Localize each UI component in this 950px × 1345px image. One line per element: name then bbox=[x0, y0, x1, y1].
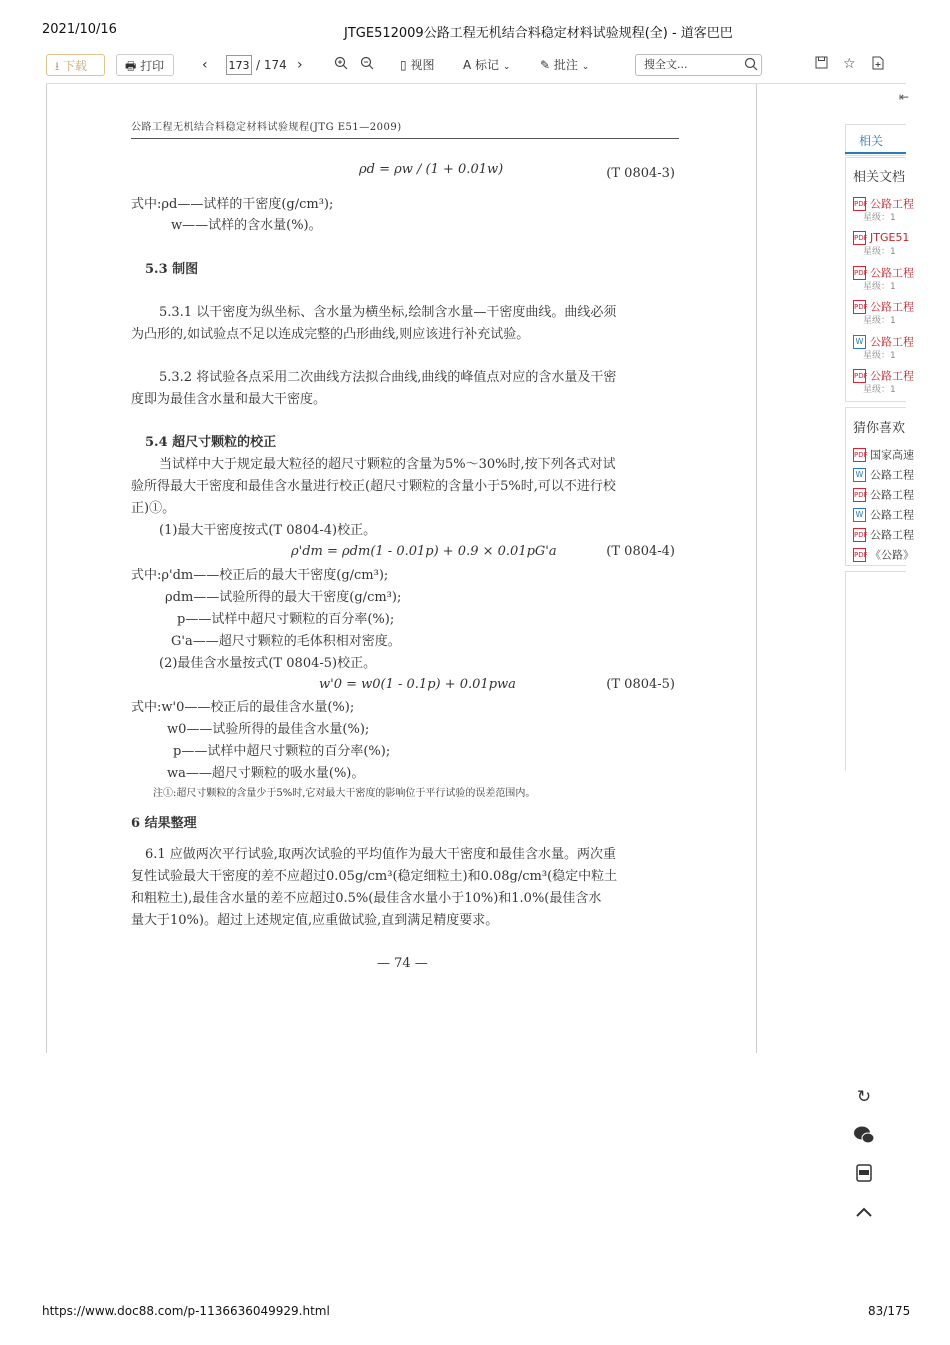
definition-line: p——试样中超尺寸颗粒的百分率(%); bbox=[173, 744, 391, 759]
save-icon[interactable] bbox=[815, 56, 828, 69]
definition-line: 式中:ρd——试样的干密度(g/cm³); bbox=[131, 197, 334, 212]
print-button[interactable] bbox=[116, 54, 174, 76]
page-total: / 174 bbox=[256, 58, 287, 72]
recommendations bbox=[845, 407, 914, 566]
print-title: JTGE512009公路工程无机结合料稳定材料试验规程(全) - 道客巴巴 bbox=[344, 26, 733, 41]
formula-number: (T 0804-3) bbox=[606, 166, 675, 181]
doc-title: 公路工程 bbox=[870, 528, 914, 542]
doc-title: 公路工程 bbox=[870, 197, 914, 211]
doc-title: 《公路》 bbox=[870, 548, 914, 562]
definition-line: w——试样的含水量(%)。 bbox=[171, 218, 322, 233]
tab-related[interactable]: 相关 bbox=[845, 124, 906, 154]
print-date: 2021/10/16 bbox=[42, 22, 117, 37]
zoom-out-icon[interactable] bbox=[360, 56, 374, 70]
paragraph-line: 正)①。 bbox=[131, 501, 176, 516]
paragraph-line: (2)最佳含水量按式(T 0804-5)校正。 bbox=[159, 656, 377, 671]
doc-title: 公路工程 bbox=[870, 300, 914, 314]
highlighter-icon: A bbox=[463, 58, 472, 72]
doc-rating: 星级：1 bbox=[863, 213, 896, 223]
doc-rating: 星级：1 bbox=[863, 316, 896, 326]
formula-number: (T 0804-4) bbox=[606, 544, 675, 559]
running-head-rule bbox=[131, 138, 679, 139]
sidebar-tabs bbox=[845, 124, 906, 156]
annotate-label: 批注 bbox=[553, 58, 578, 72]
paragraph-line: 5.3.1 以干密度为纵坐标、含水量为横坐标,绘制含水量—干密度曲线。曲线必须 bbox=[159, 305, 617, 320]
definition-line: wa——超尺寸颗粒的吸水量(%)。 bbox=[167, 766, 365, 781]
viewer-toolbar bbox=[46, 50, 906, 80]
footnote: 注①:超尺寸颗粒的含量少于5%时,它对最大干密度的影响位于平行试验的误差范围内。 bbox=[153, 788, 536, 799]
print-url: https://www.doc88.com/p-1136636049929.html bbox=[42, 1304, 330, 1318]
view-label: 视图 bbox=[410, 58, 435, 72]
paragraph-line: 为凸形的,如试验点不足以连成完整的凸形曲线,则应该进行补充试验。 bbox=[131, 327, 530, 342]
download-icon: ⭳ bbox=[55, 59, 60, 73]
paragraph-line: 5.3.2 将试验各点采用二次曲线方法拟合曲线,曲线的峰值点对应的含水量及干密 bbox=[159, 370, 617, 385]
add-file-icon[interactable] bbox=[872, 56, 884, 70]
doc-rating: 星级：1 bbox=[863, 247, 896, 257]
doc-title: 公路工程 bbox=[870, 369, 914, 383]
paragraph-line: 度即为最佳含水量和最大干密度。 bbox=[131, 392, 327, 407]
recommend-item[interactable] bbox=[853, 504, 914, 523]
related-docs bbox=[845, 157, 914, 402]
search-input[interactable]: 搜全文... bbox=[635, 54, 762, 76]
doc-rating: 星级：1 bbox=[863, 351, 896, 361]
running-head: 公路工程无机结合料稳定材料试验规程(JTG E51—2009) bbox=[131, 122, 402, 133]
pencil-icon: ✎ bbox=[540, 58, 551, 72]
paragraph-line: 当试样中大于规定最大粒径的超尺寸颗粒的含量为5%～30%时,按下列各式对试 bbox=[159, 457, 616, 472]
download-button[interactable] bbox=[46, 54, 105, 76]
definition-line: 式中:w'0——校正后的最佳含水量(%); bbox=[131, 700, 355, 715]
pdf-icon: PDF bbox=[853, 548, 866, 562]
definition-line: w0——试验所得的最佳含水量(%); bbox=[167, 722, 370, 737]
recommend-item[interactable] bbox=[853, 484, 914, 503]
word-icon: W bbox=[853, 335, 866, 349]
doc-title: 公路工程 bbox=[870, 266, 914, 280]
recommend-item[interactable] bbox=[853, 444, 914, 463]
sidebar-toggle-icon[interactable]: ⇤ bbox=[899, 90, 910, 104]
annotate-menu[interactable] bbox=[540, 56, 589, 76]
paragraph-line: 复性试验最大干密度的差不应超过0.05g/cm³(稳定细粒土)和0.08g/cm³(稳定中粒土 bbox=[131, 869, 618, 884]
definition-line: G'a——超尺寸颗粒的毛体积相对密度。 bbox=[171, 634, 401, 649]
doc-title: 公路工程 bbox=[870, 335, 914, 349]
pdf-icon: PDF bbox=[853, 266, 866, 280]
doc-title: 国家高速 bbox=[870, 448, 914, 462]
page-number-input[interactable]: 173 bbox=[226, 55, 252, 75]
chevron-down-icon: ⌄ bbox=[581, 62, 590, 72]
recommend-item[interactable] bbox=[853, 464, 914, 483]
paragraph-line: (1)最大干密度按式(T 0804-4)校正。 bbox=[159, 523, 377, 538]
paragraph-line: 和粗粒土),最佳含水量的差不应超过0.5%(最佳含水量小于10%)和1.0%(最佳含水 bbox=[131, 891, 602, 906]
paragraph-line: 6.1 应做两次平行试验,取两次试验的平均值作为最大干密度和最佳含水量。两次重 bbox=[145, 847, 616, 862]
zoom-in-icon[interactable] bbox=[334, 56, 348, 70]
recommend-item[interactable] bbox=[853, 524, 914, 543]
definition-line: p——试样中超尺寸颗粒的百分率(%); bbox=[177, 612, 395, 627]
back-to-top-icon[interactable] bbox=[852, 1200, 876, 1224]
print-page-count: 83/175 bbox=[868, 1304, 911, 1318]
download-label: 下载 bbox=[63, 59, 88, 73]
pdf-icon: PDF bbox=[853, 231, 866, 245]
doc-title: 公路工程 bbox=[870, 488, 914, 502]
search-icon[interactable] bbox=[744, 57, 758, 71]
view-menu[interactable] bbox=[400, 56, 434, 74]
wechat-icon[interactable] bbox=[852, 1123, 876, 1147]
section-heading: 6 结果整理 bbox=[131, 816, 197, 831]
next-page-icon[interactable]: › bbox=[297, 57, 303, 73]
prev-page-icon[interactable]: ‹ bbox=[202, 57, 208, 73]
related-docs-title: 相关文档 bbox=[853, 170, 906, 185]
definition-line: ρdm——试验所得的最大干密度(g/cm³); bbox=[165, 590, 402, 605]
page-number: — 74 — bbox=[377, 956, 428, 971]
print-label: 打印 bbox=[140, 59, 165, 73]
recommend-title: 猜你喜欢 bbox=[853, 421, 906, 436]
paragraph-line: 验所得最大干密度和最佳含水量进行校正(超尺寸颗粒的含量小于5%时,可以不进行校 bbox=[131, 479, 616, 494]
doc-title: JTGE51 bbox=[870, 231, 910, 244]
pdf-icon: PDF bbox=[853, 528, 866, 542]
formula-t0804-3: ρd = ρw / (1 + 0.01w) bbox=[359, 162, 504, 177]
view-icon: ▯ bbox=[400, 58, 407, 72]
star-icon[interactable]: ☆ bbox=[843, 56, 856, 72]
app-download-icon[interactable] bbox=[852, 1161, 876, 1185]
word-icon: W bbox=[853, 468, 866, 482]
mark-menu[interactable] bbox=[463, 56, 510, 76]
doc-title: 公路工程 bbox=[870, 508, 914, 522]
pdf-icon: PDF bbox=[853, 300, 866, 314]
mark-label: 标记 bbox=[475, 58, 500, 72]
formula-t0804-4: ρ'dm = ρdm(1 - 0.01p) + 0.9 × 0.01pG'a bbox=[291, 544, 557, 559]
section-heading: 5.3 制图 bbox=[145, 262, 199, 277]
formula-number: (T 0804-5) bbox=[606, 677, 675, 692]
printer-icon: 🖶 bbox=[125, 59, 137, 73]
pdf-icon: PDF bbox=[853, 448, 866, 462]
definition-line: 式中:ρ'dm——校正后的最大干密度(g/cm³); bbox=[131, 568, 389, 583]
pdf-icon: PDF bbox=[853, 197, 866, 211]
formula-t0804-5: w'0 = w0(1 - 0.1p) + 0.01pwa bbox=[319, 677, 516, 692]
pdf-icon: PDF bbox=[853, 488, 866, 502]
refresh-icon[interactable]: ↻ bbox=[856, 1087, 872, 1107]
paragraph-line: 量大于10%)。超过上述规定值,应重做试验,直到满足精度要求。 bbox=[131, 913, 499, 928]
recommend-item[interactable] bbox=[853, 544, 914, 563]
word-icon: W bbox=[853, 508, 866, 522]
doc-title: 公路工程 bbox=[870, 468, 914, 482]
ad-panel bbox=[845, 571, 906, 771]
doc-rating: 星级：1 bbox=[863, 385, 896, 395]
pdf-icon: PDF bbox=[853, 369, 866, 383]
chevron-down-icon: ⌄ bbox=[502, 62, 511, 72]
doc-rating: 星级：1 bbox=[863, 282, 896, 292]
section-heading: 5.4 超尺寸颗粒的校正 bbox=[145, 435, 277, 450]
